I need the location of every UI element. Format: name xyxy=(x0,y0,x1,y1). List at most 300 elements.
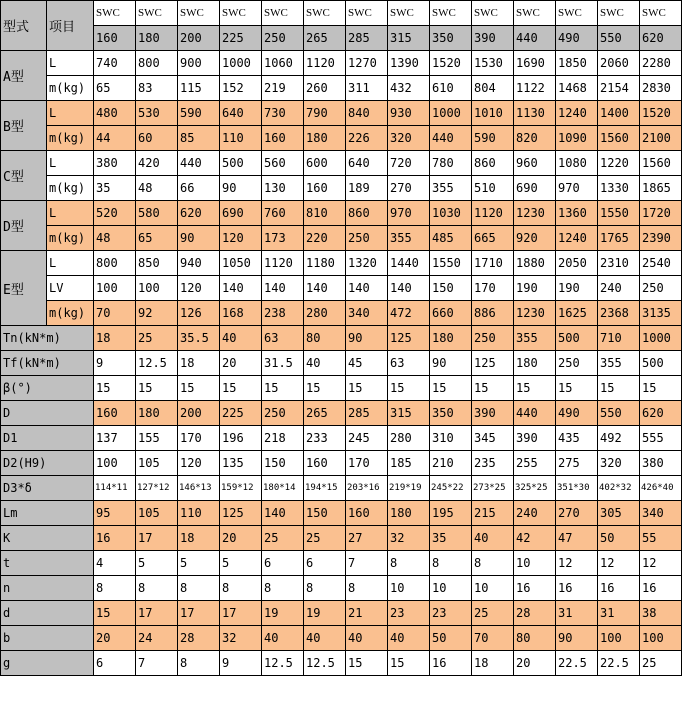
value-cell: 15 xyxy=(556,376,598,401)
value-cell: 180*14 xyxy=(262,476,304,501)
value-cell: 189 xyxy=(346,176,388,201)
value-cell: 380 xyxy=(94,151,136,176)
value-cell: 5 xyxy=(178,551,220,576)
value-cell: 355 xyxy=(598,351,640,376)
value-cell: 20 xyxy=(220,526,262,551)
value-cell: 250 xyxy=(472,326,514,351)
value-cell: 40 xyxy=(262,626,304,651)
value-cell: 19 xyxy=(304,601,346,626)
table-row xyxy=(1,76,682,101)
value-cell: 140 xyxy=(262,501,304,526)
value-cell: 6 xyxy=(304,551,346,576)
value-cell: 340 xyxy=(640,501,682,526)
type-label-cell: C型 xyxy=(1,151,47,201)
value-cell: 17 xyxy=(178,601,220,626)
value-cell: 90 xyxy=(178,226,220,251)
value-cell: 310 xyxy=(430,426,472,451)
value-cell: 311 xyxy=(346,76,388,101)
value-cell: 2060 xyxy=(598,51,640,76)
value-cell: 720 xyxy=(388,151,430,176)
value-cell: 160 xyxy=(262,126,304,151)
value-cell: 50 xyxy=(598,526,640,551)
model-name-cell: SWC xyxy=(388,1,430,26)
value-cell: 1330 xyxy=(598,176,640,201)
param-label-cell: D1 xyxy=(1,426,94,451)
value-cell: 500 xyxy=(220,151,262,176)
value-cell: 900 xyxy=(178,51,220,76)
value-cell: 48 xyxy=(94,226,136,251)
value-cell: 2280 xyxy=(640,51,682,76)
table-row xyxy=(1,251,682,276)
value-cell: 16 xyxy=(430,651,472,676)
value-cell: 1400 xyxy=(598,101,640,126)
value-cell: 238 xyxy=(262,301,304,326)
value-cell: 160 xyxy=(346,501,388,526)
value-cell: 21 xyxy=(346,601,388,626)
item-label-cell: m(kg) xyxy=(47,126,94,151)
value-cell: 1080 xyxy=(556,151,598,176)
value-cell: 45 xyxy=(346,351,388,376)
value-cell: 146*13 xyxy=(178,476,220,501)
value-cell: 740 xyxy=(94,51,136,76)
value-cell: 25 xyxy=(262,526,304,551)
value-cell: 8 xyxy=(178,651,220,676)
value-cell: 1030 xyxy=(430,201,472,226)
value-cell: 120 xyxy=(220,226,262,251)
header-row-sizes xyxy=(1,26,682,51)
value-cell: 2050 xyxy=(556,251,598,276)
param-row xyxy=(1,576,682,601)
value-cell: 7 xyxy=(136,651,178,676)
table-row xyxy=(1,176,682,201)
value-cell: 150 xyxy=(304,501,346,526)
value-cell: 50 xyxy=(430,626,472,651)
value-cell: 305 xyxy=(598,501,640,526)
value-cell: 1468 xyxy=(556,76,598,101)
value-cell: 860 xyxy=(346,201,388,226)
value-cell: 560 xyxy=(262,151,304,176)
value-cell: 1550 xyxy=(430,251,472,276)
model-size-cell: 440 xyxy=(514,26,556,51)
model-size-cell: 620 xyxy=(640,26,682,51)
param-row xyxy=(1,476,682,501)
value-cell: 85 xyxy=(178,126,220,151)
value-cell: 15 xyxy=(472,376,514,401)
param-label-cell: K xyxy=(1,526,94,551)
value-cell: 22.5 xyxy=(556,651,598,676)
value-cell: 550 xyxy=(598,401,640,426)
value-cell: 8 xyxy=(304,576,346,601)
model-size-cell: 180 xyxy=(136,26,178,51)
value-cell: 860 xyxy=(472,151,514,176)
value-cell: 25 xyxy=(136,326,178,351)
value-cell: 1625 xyxy=(556,301,598,326)
value-cell: 500 xyxy=(556,326,598,351)
value-cell: 1765 xyxy=(598,226,640,251)
value-cell: 350 xyxy=(430,401,472,426)
value-cell: 2310 xyxy=(598,251,640,276)
value-cell: 820 xyxy=(514,126,556,151)
value-cell: 160 xyxy=(304,451,346,476)
value-cell: 120 xyxy=(178,451,220,476)
value-cell: 125 xyxy=(388,326,430,351)
value-cell: 12.5 xyxy=(304,651,346,676)
param-row xyxy=(1,651,682,676)
item-label-cell: m(kg) xyxy=(47,76,94,101)
value-cell: 15 xyxy=(346,376,388,401)
value-cell: 20 xyxy=(94,626,136,651)
value-cell: 590 xyxy=(472,126,514,151)
value-cell: 1050 xyxy=(220,251,262,276)
value-cell: 105 xyxy=(136,451,178,476)
value-cell: 8 xyxy=(220,576,262,601)
value-cell: 1240 xyxy=(556,226,598,251)
value-cell: 10 xyxy=(388,576,430,601)
value-cell: 472 xyxy=(388,301,430,326)
value-cell: 152 xyxy=(220,76,262,101)
value-cell: 225 xyxy=(220,401,262,426)
table-row xyxy=(1,276,682,301)
model-size-cell: 550 xyxy=(598,26,640,51)
value-cell: 218 xyxy=(262,426,304,451)
value-cell: 24 xyxy=(136,626,178,651)
value-cell: 170 xyxy=(472,276,514,301)
value-cell: 16 xyxy=(598,576,640,601)
table-row xyxy=(1,301,682,326)
value-cell: 90 xyxy=(430,351,472,376)
value-cell: 180 xyxy=(304,126,346,151)
value-cell: 1000 xyxy=(220,51,262,76)
type-label-cell: A型 xyxy=(1,51,47,101)
param-label-cell: D xyxy=(1,401,94,426)
value-cell: 40 xyxy=(304,351,346,376)
param-label-cell: Tf(kN*m) xyxy=(1,351,94,376)
param-row xyxy=(1,526,682,551)
value-cell: 28 xyxy=(178,626,220,651)
value-cell: 4 xyxy=(94,551,136,576)
value-cell: 940 xyxy=(178,251,220,276)
value-cell: 90 xyxy=(220,176,262,201)
param-row xyxy=(1,501,682,526)
model-size-cell: 350 xyxy=(430,26,472,51)
value-cell: 620 xyxy=(640,401,682,426)
value-cell: 150 xyxy=(262,451,304,476)
value-cell: 640 xyxy=(220,101,262,126)
value-cell: 1560 xyxy=(598,126,640,151)
value-cell: 114*11 xyxy=(94,476,136,501)
value-cell: 420 xyxy=(136,151,178,176)
value-cell: 137 xyxy=(94,426,136,451)
value-cell: 1122 xyxy=(514,76,556,101)
value-cell: 930 xyxy=(388,101,430,126)
param-label-cell: n xyxy=(1,576,94,601)
value-cell: 17 xyxy=(136,526,178,551)
value-cell: 355 xyxy=(430,176,472,201)
value-cell: 27 xyxy=(346,526,388,551)
value-cell: 130 xyxy=(262,176,304,201)
value-cell: 47 xyxy=(556,526,598,551)
value-cell: 12 xyxy=(556,551,598,576)
value-cell: 12.5 xyxy=(136,351,178,376)
value-cell: 710 xyxy=(598,326,640,351)
model-name-cell: SWC xyxy=(598,1,640,26)
item-label-cell: m(kg) xyxy=(47,301,94,326)
value-cell: 345 xyxy=(472,426,514,451)
value-cell: 66 xyxy=(178,176,220,201)
model-size-cell: 200 xyxy=(178,26,220,51)
value-cell: 25 xyxy=(304,526,346,551)
value-cell: 426*40 xyxy=(640,476,682,501)
value-cell: 25 xyxy=(472,601,514,626)
value-cell: 15 xyxy=(178,376,220,401)
value-cell: 355 xyxy=(514,326,556,351)
value-cell: 17 xyxy=(136,601,178,626)
value-cell: 555 xyxy=(640,426,682,451)
value-cell: 1240 xyxy=(556,101,598,126)
value-cell: 590 xyxy=(178,101,220,126)
value-cell: 18 xyxy=(178,526,220,551)
value-cell: 170 xyxy=(178,426,220,451)
value-cell: 90 xyxy=(346,326,388,351)
value-cell: 530 xyxy=(136,101,178,126)
value-cell: 15 xyxy=(94,601,136,626)
value-cell: 180 xyxy=(514,351,556,376)
value-cell: 8 xyxy=(388,551,430,576)
value-cell: 255 xyxy=(514,451,556,476)
value-cell: 16 xyxy=(514,576,556,601)
value-cell: 180 xyxy=(388,501,430,526)
value-cell: 325*25 xyxy=(514,476,556,501)
item-label-cell: L xyxy=(47,101,94,126)
spec-table-body xyxy=(1,1,682,676)
value-cell: 110 xyxy=(220,126,262,151)
value-cell: 18 xyxy=(94,326,136,351)
value-cell: 250 xyxy=(640,276,682,301)
value-cell: 10 xyxy=(430,576,472,601)
value-cell: 8 xyxy=(178,576,220,601)
param-row xyxy=(1,601,682,626)
value-cell: 18 xyxy=(178,351,220,376)
value-cell: 31 xyxy=(556,601,598,626)
value-cell: 432 xyxy=(388,76,430,101)
value-cell: 70 xyxy=(94,301,136,326)
value-cell: 492 xyxy=(598,426,640,451)
value-cell: 233 xyxy=(304,426,346,451)
value-cell: 440 xyxy=(514,401,556,426)
param-row xyxy=(1,551,682,576)
param-row xyxy=(1,426,682,451)
value-cell: 265 xyxy=(304,401,346,426)
value-cell: 18 xyxy=(472,651,514,676)
model-name-cell: SWC xyxy=(514,1,556,26)
value-cell: 9 xyxy=(94,351,136,376)
value-cell: 1865 xyxy=(640,176,682,201)
model-name-cell: SWC xyxy=(430,1,472,26)
value-cell: 100 xyxy=(598,626,640,651)
value-cell: 150 xyxy=(430,276,472,301)
value-cell: 355 xyxy=(388,226,430,251)
value-cell: 160 xyxy=(94,401,136,426)
value-cell: 60 xyxy=(136,126,178,151)
value-cell: 48 xyxy=(136,176,178,201)
value-cell: 250 xyxy=(346,226,388,251)
value-cell: 810 xyxy=(304,201,346,226)
value-cell: 8 xyxy=(472,551,514,576)
value-cell: 180 xyxy=(430,326,472,351)
item-label-cell: L xyxy=(47,151,94,176)
value-cell: 390 xyxy=(472,401,514,426)
value-cell: 38 xyxy=(640,601,682,626)
value-cell: 250 xyxy=(556,351,598,376)
value-cell: 35.5 xyxy=(178,326,220,351)
value-cell: 35 xyxy=(94,176,136,201)
value-cell: 23 xyxy=(430,601,472,626)
value-cell: 140 xyxy=(304,276,346,301)
param-row xyxy=(1,376,682,401)
value-cell: 1720 xyxy=(640,201,682,226)
value-cell: 690 xyxy=(220,201,262,226)
value-cell: 80 xyxy=(304,326,346,351)
value-cell: 970 xyxy=(556,176,598,201)
value-cell: 1220 xyxy=(598,151,640,176)
value-cell: 1550 xyxy=(598,201,640,226)
value-cell: 220 xyxy=(304,226,346,251)
value-cell: 285 xyxy=(346,401,388,426)
param-row xyxy=(1,401,682,426)
value-cell: 185 xyxy=(388,451,430,476)
value-cell: 63 xyxy=(388,351,430,376)
value-cell: 760 xyxy=(262,201,304,226)
value-cell: 970 xyxy=(388,201,430,226)
value-cell: 17 xyxy=(220,601,262,626)
model-size-cell: 265 xyxy=(304,26,346,51)
value-cell: 219*19 xyxy=(388,476,430,501)
value-cell: 105 xyxy=(136,501,178,526)
model-name-cell: SWC xyxy=(262,1,304,26)
type-label-cell: B型 xyxy=(1,101,47,151)
value-cell: 170 xyxy=(346,451,388,476)
value-cell: 5 xyxy=(136,551,178,576)
value-cell: 92 xyxy=(136,301,178,326)
value-cell: 126 xyxy=(178,301,220,326)
value-cell: 280 xyxy=(388,426,430,451)
value-cell: 273*25 xyxy=(472,476,514,501)
value-cell: 120 xyxy=(178,276,220,301)
model-size-cell: 250 xyxy=(262,26,304,51)
value-cell: 15 xyxy=(304,376,346,401)
value-cell: 140 xyxy=(220,276,262,301)
value-cell: 8 xyxy=(94,576,136,601)
value-cell: 155 xyxy=(136,426,178,451)
value-cell: 440 xyxy=(178,151,220,176)
value-cell: 100 xyxy=(94,451,136,476)
value-cell: 190 xyxy=(514,276,556,301)
value-cell: 1440 xyxy=(388,251,430,276)
model-name-cell: SWC xyxy=(94,1,136,26)
value-cell: 435 xyxy=(556,426,598,451)
value-cell: 10 xyxy=(472,576,514,601)
value-cell: 159*12 xyxy=(220,476,262,501)
value-cell: 40 xyxy=(304,626,346,651)
param-row xyxy=(1,326,682,351)
value-cell: 168 xyxy=(220,301,262,326)
value-cell: 440 xyxy=(430,126,472,151)
item-label-cell: m(kg) xyxy=(47,226,94,251)
value-cell: 95 xyxy=(94,501,136,526)
value-cell: 100 xyxy=(136,276,178,301)
value-cell: 65 xyxy=(94,76,136,101)
value-cell: 12.5 xyxy=(262,651,304,676)
value-cell: 44 xyxy=(94,126,136,151)
value-cell: 20 xyxy=(514,651,556,676)
value-cell: 83 xyxy=(136,76,178,101)
table-row xyxy=(1,51,682,76)
value-cell: 25 xyxy=(640,651,682,676)
value-cell: 1130 xyxy=(514,101,556,126)
value-cell: 1180 xyxy=(304,251,346,276)
value-cell: 40 xyxy=(346,626,388,651)
header-row-models xyxy=(1,1,682,26)
value-cell: 20 xyxy=(220,351,262,376)
value-cell: 15 xyxy=(220,376,262,401)
value-cell: 173 xyxy=(262,226,304,251)
value-cell: 160 xyxy=(304,176,346,201)
value-cell: 1530 xyxy=(472,51,514,76)
item-label-cell: L xyxy=(47,201,94,226)
item-header: 项目 xyxy=(47,1,94,51)
value-cell: 215 xyxy=(472,501,514,526)
value-cell: 315 xyxy=(388,401,430,426)
value-cell: 1850 xyxy=(556,51,598,76)
value-cell: 12 xyxy=(598,551,640,576)
param-label-cell: Tn(kN*m) xyxy=(1,326,94,351)
value-cell: 226 xyxy=(346,126,388,151)
value-cell: 180 xyxy=(136,401,178,426)
value-cell: 340 xyxy=(346,301,388,326)
value-cell: 1880 xyxy=(514,251,556,276)
value-cell: 200 xyxy=(178,401,220,426)
value-cell: 1120 xyxy=(472,201,514,226)
value-cell: 380 xyxy=(640,451,682,476)
value-cell: 1320 xyxy=(346,251,388,276)
value-cell: 140 xyxy=(346,276,388,301)
value-cell: 235 xyxy=(472,451,514,476)
value-cell: 10 xyxy=(514,551,556,576)
value-cell: 320 xyxy=(388,126,430,151)
value-cell: 16 xyxy=(640,576,682,601)
value-cell: 620 xyxy=(178,201,220,226)
value-cell: 790 xyxy=(304,101,346,126)
value-cell: 12 xyxy=(640,551,682,576)
value-cell: 135 xyxy=(220,451,262,476)
param-label-cell: b xyxy=(1,626,94,651)
value-cell: 194*15 xyxy=(304,476,346,501)
value-cell: 127*12 xyxy=(136,476,178,501)
value-cell: 920 xyxy=(514,226,556,251)
value-cell: 1230 xyxy=(514,301,556,326)
value-cell: 19 xyxy=(262,601,304,626)
type-header: 型式 xyxy=(1,1,47,51)
value-cell: 690 xyxy=(514,176,556,201)
value-cell: 16 xyxy=(94,526,136,551)
value-cell: 270 xyxy=(388,176,430,201)
value-cell: 520 xyxy=(94,201,136,226)
value-cell: 31.5 xyxy=(262,351,304,376)
value-cell: 190 xyxy=(556,276,598,301)
value-cell: 2830 xyxy=(640,76,682,101)
value-cell: 250 xyxy=(262,401,304,426)
value-cell: 140 xyxy=(262,276,304,301)
